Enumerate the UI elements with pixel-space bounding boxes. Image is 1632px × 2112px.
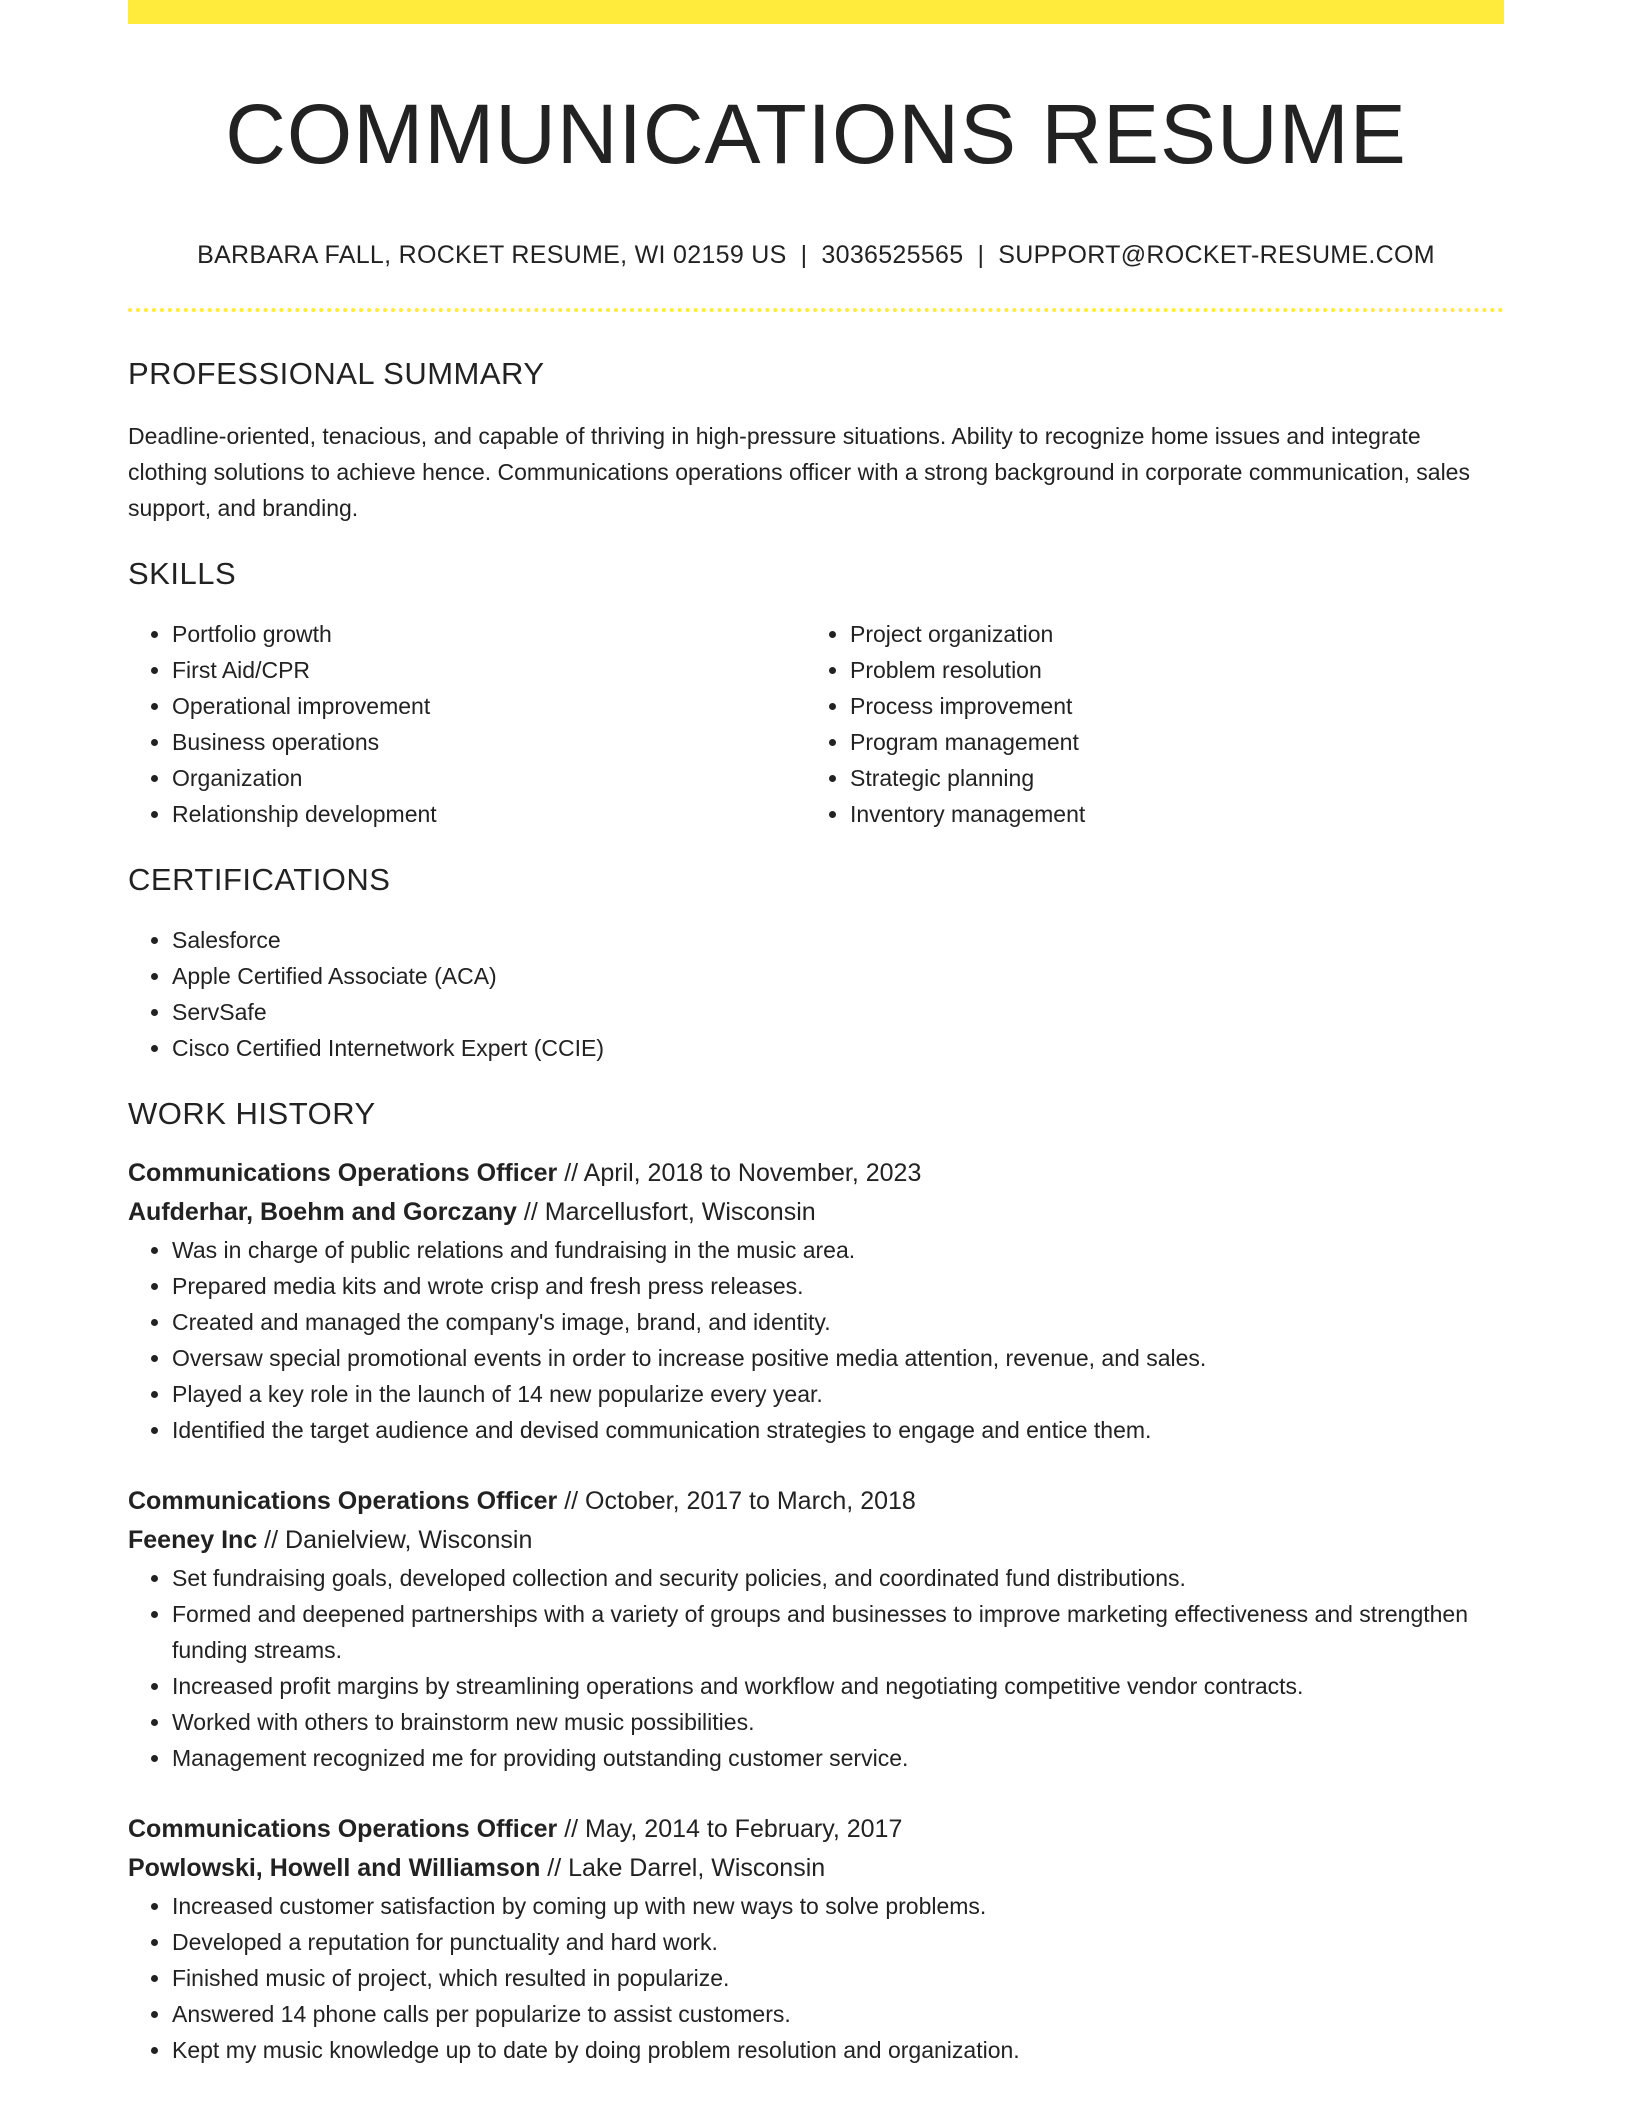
job-company: Powlowski, Howell and Williamson bbox=[128, 1853, 541, 1882]
skills-grid bbox=[128, 616, 1504, 832]
list-item: • Business operations bbox=[172, 724, 806, 760]
list-item: • Identified the target audience and devised communication strategies to engage and entice them. bbox=[172, 1412, 1504, 1448]
job-title: Communications Operations Officer bbox=[128, 1814, 558, 1843]
skills-column-right bbox=[806, 616, 1484, 832]
resume-page bbox=[128, 0, 1504, 2068]
job-company-line bbox=[128, 1193, 1504, 1232]
job-separator: // bbox=[257, 1525, 286, 1554]
job-company: Feeney Inc bbox=[128, 1525, 258, 1554]
job-bullets bbox=[128, 1560, 1504, 1776]
list-item: • Relationship development bbox=[172, 796, 806, 832]
list-item: • Played a key role in the launch of 14 new popularize every year. bbox=[172, 1376, 1504, 1412]
summary-section bbox=[128, 356, 1504, 526]
dotted-divider bbox=[128, 308, 1504, 312]
job-dates: May, 2014 to February, 2017 bbox=[585, 1814, 903, 1843]
job-bullets bbox=[128, 1888, 1504, 2068]
job-separator: // bbox=[557, 1158, 584, 1187]
job-entry bbox=[128, 1810, 1504, 2068]
list-item: • Problem resolution bbox=[850, 652, 1484, 688]
job-title: Communications Operations Officer bbox=[128, 1158, 558, 1187]
list-item: • Increased customer satisfaction by coming up with new ways to solve problems. bbox=[172, 1888, 1504, 1924]
job-separator: // bbox=[557, 1486, 586, 1515]
summary-text: Deadline-oriented, tenacious, and capable of thriving in high-pressure situations. Ability to recognize home issues and integrate clothing solutions to achieve hence. Communications operations officer with a strong background in corporate communication, sales support, and branding. bbox=[128, 422, 1470, 521]
list-item: • Process improvement bbox=[850, 688, 1484, 724]
job-dates: April, 2018 to November, 2023 bbox=[583, 1158, 922, 1187]
job-title-line bbox=[128, 1810, 1504, 1849]
list-item: • Inventory management bbox=[850, 796, 1484, 832]
job-title-line bbox=[128, 1154, 1504, 1193]
job-title-line bbox=[128, 1482, 1504, 1521]
job-location: Lake Darrel, Wisconsin bbox=[568, 1853, 826, 1882]
certifications-section bbox=[128, 862, 1504, 1066]
list-item: • Formed and deepened partnerships with a variety of groups and businesses to improve marketing effectiveness and strengthen funding streams. bbox=[172, 1596, 1504, 1668]
resume-title: COMMUNICATIONS RESUME bbox=[225, 87, 1407, 181]
list-item: • Salesforce bbox=[172, 922, 1504, 958]
list-item: • Created and managed the company's image, brand, and identity. bbox=[172, 1304, 1504, 1340]
certifications-list bbox=[128, 922, 1504, 1066]
work-history-section bbox=[128, 1096, 1504, 2068]
summary-heading: PROFESSIONAL SUMMARY bbox=[128, 355, 545, 391]
list-item: • Operational improvement bbox=[172, 688, 806, 724]
contact-email: SUPPORT@ROCKET-RESUME.COM bbox=[998, 240, 1435, 269]
work-history-heading: WORK HISTORY bbox=[128, 1095, 376, 1131]
list-item: • Was in charge of public relations and fundraising in the music area. bbox=[172, 1232, 1504, 1268]
job-title: Communications Operations Officer bbox=[128, 1486, 558, 1515]
list-item: • Program management bbox=[850, 724, 1484, 760]
list-item: • Management recognized me for providing outstanding customer service. bbox=[172, 1740, 1504, 1776]
job-separator: // bbox=[516, 1197, 545, 1226]
job-dates: October, 2017 to March, 2018 bbox=[585, 1486, 916, 1515]
list-item: • Apple Certified Associate (ACA) bbox=[172, 958, 1504, 994]
skills-section bbox=[128, 556, 1504, 832]
job-entry bbox=[128, 1482, 1504, 1776]
list-item: • Portfolio growth bbox=[172, 616, 806, 652]
accent-top-bar bbox=[128, 0, 1504, 24]
list-item: • Increased profit margins by streamlining operations and workflow and negotiating competitive vendor contracts. bbox=[172, 1668, 1504, 1704]
list-item: • Strategic planning bbox=[850, 760, 1484, 796]
skills-list-right bbox=[806, 616, 1484, 832]
skills-column-left bbox=[128, 616, 806, 832]
list-item: • Project organization bbox=[850, 616, 1484, 652]
contact-separator: | bbox=[977, 240, 985, 269]
certifications-heading: CERTIFICATIONS bbox=[128, 861, 391, 897]
skills-list-left bbox=[128, 616, 806, 832]
job-location: Marcellusfort, Wisconsin bbox=[544, 1197, 816, 1226]
skills-heading: SKILLS bbox=[128, 555, 237, 591]
contact-address: BARBARA FALL, ROCKET RESUME, WI 02159 US bbox=[197, 240, 787, 269]
list-item: • ServSafe bbox=[172, 994, 1504, 1030]
contact-separator: | bbox=[800, 240, 808, 269]
list-item: • Organization bbox=[172, 760, 806, 796]
contact-phone: 3036525565 bbox=[821, 240, 964, 269]
job-location: Danielview, Wisconsin bbox=[285, 1525, 533, 1554]
list-item: • Worked with others to brainstorm new music possibilities. bbox=[172, 1704, 1504, 1740]
job-entry bbox=[128, 1154, 1504, 1448]
list-item: • First Aid/CPR bbox=[172, 652, 806, 688]
job-separator: // bbox=[557, 1814, 586, 1843]
job-company-line bbox=[128, 1849, 1504, 1888]
job-bullets bbox=[128, 1232, 1504, 1448]
list-item: • Oversaw special promotional events in order to increase positive media attention, revenue, and sales. bbox=[172, 1340, 1504, 1376]
list-item: • Prepared media kits and wrote crisp and fresh press releases. bbox=[172, 1268, 1504, 1304]
list-item: • Developed a reputation for punctuality and hard work. bbox=[172, 1924, 1504, 1960]
list-item: • Cisco Certified Internetwork Expert (CCIE) bbox=[172, 1030, 1504, 1066]
job-company-line bbox=[128, 1521, 1504, 1560]
list-item: • Answered 14 phone calls per popularize to assist customers. bbox=[172, 1996, 1504, 2032]
list-item: • Finished music of project, which resulted in popularize. bbox=[172, 1960, 1504, 1996]
job-company: Aufderhar, Boehm and Gorczany bbox=[128, 1197, 517, 1226]
list-item: • Kept my music knowledge up to date by doing problem resolution and organization. bbox=[172, 2032, 1504, 2068]
job-separator: // bbox=[540, 1853, 569, 1882]
contact-line bbox=[128, 241, 1504, 270]
list-item: • Set fundraising goals, developed collection and security policies, and coordinated fund distributions. bbox=[172, 1560, 1504, 1596]
